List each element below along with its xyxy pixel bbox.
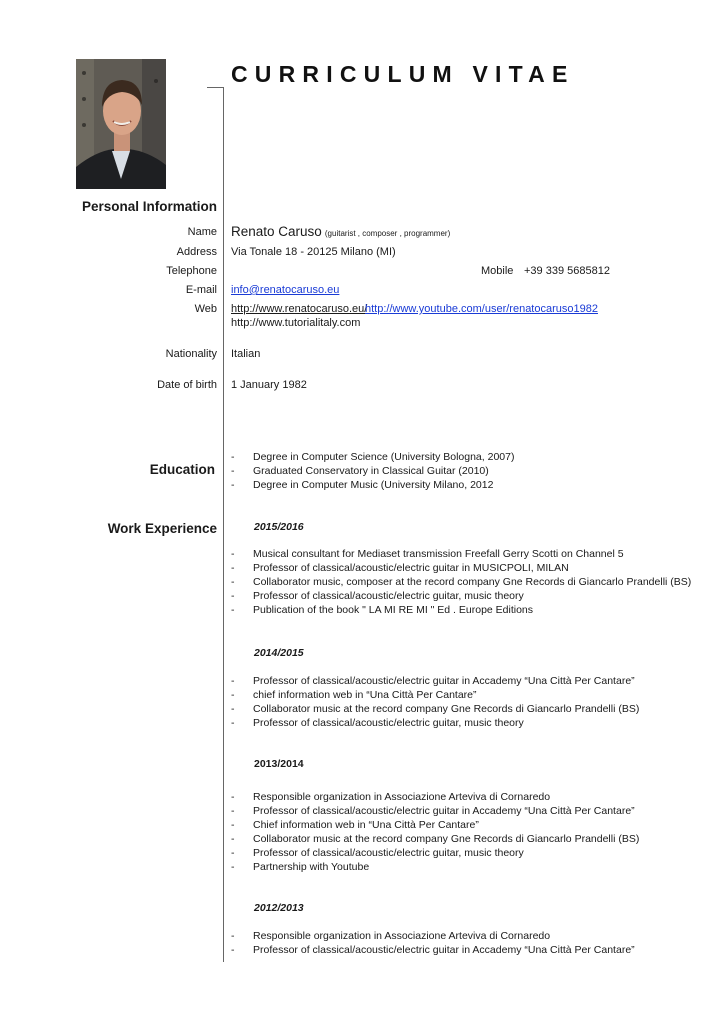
bullet-dash: - [231, 604, 235, 616]
work-item: Collaborator music, composer at the record company Gne Records di Giancarlo Prandelli (BS) [253, 576, 692, 588]
dob-label: Date of birth [157, 379, 217, 391]
web-link-youtube[interactable]: http://www.youtube.com/user/renatocaruso1982 [365, 303, 598, 315]
mobile-label: Mobile [481, 265, 514, 277]
email-label: E-mail [185, 284, 217, 296]
vertical-divider [223, 87, 224, 962]
name-value [231, 224, 450, 239]
education-item: Degree in Computer Music (University Milano, 2012 [253, 479, 494, 491]
bullet-dash: - [231, 562, 235, 574]
education-item: Graduated Conservatory in Classical Guitar (2010) [253, 465, 489, 477]
work-item: Partnership with Youtube [253, 861, 370, 873]
section-title-work: Work Experience [107, 521, 217, 536]
web-link-tutorial[interactable]: http://www.tutorialitaly.com [231, 317, 361, 329]
web-label: Web [194, 303, 217, 315]
work-item: Publication of the book " LA MI RE MI " Ed . Europe Editions [253, 604, 534, 616]
work-item: Musical consultant for Mediaset transmission Freefall Gerry Scotti on Channel 5 [253, 548, 624, 560]
work-item: Collaborator music at the record company Gne Records di Giancarlo Prandelli (BS) [253, 833, 640, 845]
profile-photo [76, 59, 166, 189]
mobile-value: +39 339 5685812 [524, 265, 610, 277]
bullet-dash: - [231, 861, 235, 873]
address-label: Address [176, 246, 217, 258]
work-item: Professor of classical/acoustic/electric guitar, music theory [253, 717, 524, 729]
bullet-dash: - [231, 930, 235, 942]
name-text: Renato Caruso [231, 224, 322, 239]
bullet-dash: - [231, 791, 235, 803]
work-period-year: 2015/2016 [254, 521, 304, 533]
work-item: Professor of classical/acoustic/electric guitar in MUSICPOLI, MILAN [253, 562, 569, 574]
work-item: Responsible organization in Associazione Arteviva di Cornaredo [253, 791, 551, 803]
bullet-dash: - [231, 689, 235, 701]
bullet-dash: - [231, 847, 235, 859]
work-item: Professor of classical/acoustic/electric guitar in Accademy “Una Città Per Cantare” [253, 805, 635, 817]
name-note: (guitarist , composer , programmer) [324, 229, 451, 238]
section-title-personal: Personal Information [81, 199, 217, 214]
bullet-dash: - [231, 465, 235, 477]
nationality-value: Italian [231, 348, 261, 360]
bullet-dash: - [231, 590, 235, 602]
work-item: Collaborator music at the record company Gne Records di Giancarlo Prandelli (BS) [253, 703, 640, 715]
bullet-dash: - [231, 805, 235, 817]
bullet-dash: - [231, 819, 235, 831]
work-item: Responsible organization in Associazione Arteviva di Cornaredo [253, 930, 551, 942]
bullet-dash: - [231, 451, 235, 463]
work-item: chief information web in “Una Città Per Cantare” [253, 689, 477, 701]
telephone-label: Telephone [166, 265, 217, 277]
address-value: Via Tonale 18 - 20125 Milano (MI) [231, 246, 396, 258]
page-title: CURRICULUM VITAE [231, 61, 575, 87]
bullet-dash: - [231, 717, 235, 729]
web-link-site[interactable]: http://www.renatocaruso.eu/ [231, 303, 368, 315]
bullet-dash: - [231, 479, 235, 491]
bullet-dash: - [231, 548, 235, 560]
work-item: Professor of classical/acoustic/electric guitar, music theory [253, 847, 524, 859]
work-item: Professor of classical/acoustic/electric guitar in Accademy “Una Città Per Cantare” [253, 944, 635, 956]
name-label: Name [187, 226, 217, 238]
work-item: Chief information web in “Una Città Per Cantare” [253, 819, 479, 831]
education-item: Degree in Computer Science (University Bologna, 2007) [253, 451, 515, 463]
work-period-year: 2013/2014 [254, 758, 304, 770]
bullet-dash: - [231, 833, 235, 845]
work-period-year: 2014/2015 [254, 647, 304, 659]
work-item: Professor of classical/acoustic/electric guitar in Accademy “Una Città Per Cantare” [253, 675, 635, 687]
email-link[interactable]: info@renatocaruso.eu [231, 284, 340, 296]
work-item: Professor of classical/acoustic/electric guitar, music theory [253, 590, 524, 602]
bullet-dash: - [231, 703, 235, 715]
nationality-label: Nationality [165, 348, 217, 360]
section-title-education: Education [149, 462, 215, 477]
title-divider [207, 87, 224, 88]
bullet-dash: - [231, 675, 235, 687]
work-period-year: 2012/2013 [254, 902, 304, 914]
bullet-dash: - [231, 944, 235, 956]
portrait-image [76, 59, 166, 189]
bullet-dash: - [231, 576, 235, 588]
dob-value: 1 January 1982 [231, 379, 307, 391]
